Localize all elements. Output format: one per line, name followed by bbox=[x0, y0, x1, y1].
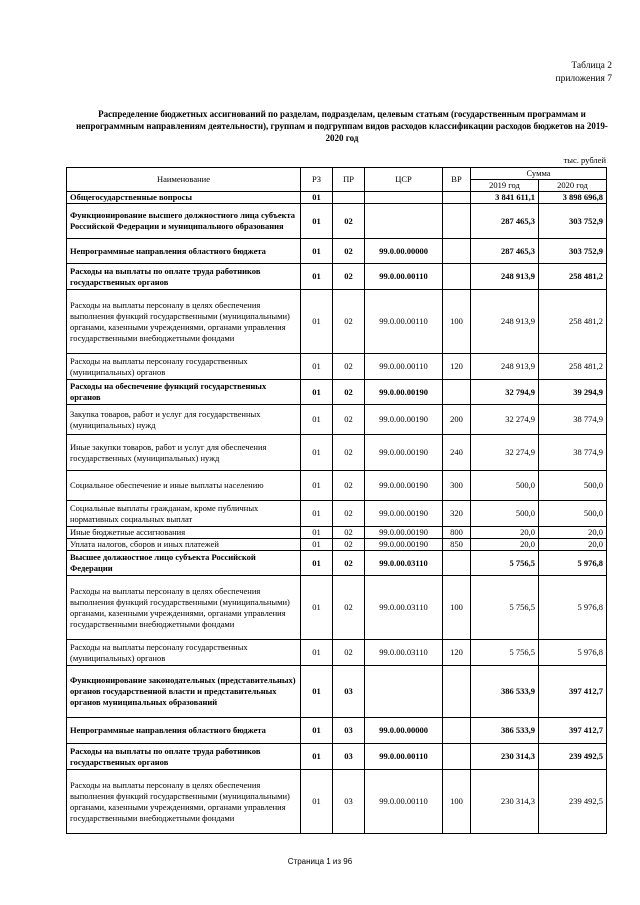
table-row bbox=[67, 264, 607, 290]
row-csr: 99.0.00.00190 bbox=[365, 380, 443, 405]
table-row bbox=[67, 718, 607, 744]
row-csr: 99.0.00.00190 bbox=[365, 501, 443, 527]
row-csr: 99.0.00.00000 bbox=[365, 718, 443, 744]
row-csr: 99.0.00.00000 bbox=[365, 239, 443, 264]
row-name: Иные бюджетные ассигнования bbox=[67, 527, 301, 539]
table-row bbox=[67, 239, 607, 264]
row-2020: 239 492,5 bbox=[539, 770, 607, 834]
row-csr: 99.0.00.00190 bbox=[365, 539, 443, 551]
row-2019: 3 841 611,1 bbox=[471, 192, 539, 204]
row-vr: 200 bbox=[443, 405, 471, 435]
row-2020: 3 898 696,8 bbox=[539, 192, 607, 204]
row-name: Закупка товаров, работ и услуг для государственных (муниципальных) нужд bbox=[67, 405, 301, 435]
row-vr: 120 bbox=[443, 640, 471, 666]
row-2020: 500,0 bbox=[539, 501, 607, 527]
row-rz: 01 bbox=[301, 718, 333, 744]
row-pr: 02 bbox=[333, 264, 365, 290]
row-rz: 01 bbox=[301, 380, 333, 405]
page-number: Страница 1 из 96 bbox=[287, 857, 353, 866]
row-vr bbox=[443, 551, 471, 576]
row-pr: 02 bbox=[333, 471, 365, 501]
table-reference bbox=[556, 60, 613, 86]
row-pr: 03 bbox=[333, 718, 365, 744]
row-2020: 303 752,9 bbox=[539, 204, 607, 239]
row-name: Функционирование высшего должностного лица субъекта Российской Федерации и муниципального образования bbox=[67, 204, 301, 239]
table-row bbox=[67, 405, 607, 435]
units-label: тыс. рублей bbox=[563, 155, 606, 165]
row-name: Уплата налогов, сборов и иных платежей bbox=[67, 539, 301, 551]
row-csr: 99.0.00.00190 bbox=[365, 405, 443, 435]
table-row bbox=[67, 744, 607, 770]
row-vr: 100 bbox=[443, 290, 471, 354]
row-csr: 99.0.00.00190 bbox=[365, 471, 443, 501]
row-vr bbox=[443, 239, 471, 264]
row-vr: 320 bbox=[443, 501, 471, 527]
row-rz: 01 bbox=[301, 576, 333, 640]
row-csr: 99.0.00.03110 bbox=[365, 576, 443, 640]
row-rz: 01 bbox=[301, 666, 333, 718]
row-rz: 01 bbox=[301, 527, 333, 539]
row-pr: 02 bbox=[333, 539, 365, 551]
appendix-number: приложения 7 bbox=[555, 74, 612, 84]
row-pr: 03 bbox=[333, 666, 365, 718]
row-rz: 01 bbox=[301, 539, 333, 551]
row-2020: 5 976,8 bbox=[539, 576, 607, 640]
row-csr: 99.0.00.00190 bbox=[365, 435, 443, 471]
row-rz: 01 bbox=[301, 204, 333, 239]
header-csr: ЦСР bbox=[365, 168, 443, 192]
row-vr bbox=[443, 380, 471, 405]
row-rz: 01 bbox=[301, 264, 333, 290]
row-csr: 99.0.00.00110 bbox=[365, 744, 443, 770]
row-csr bbox=[365, 192, 443, 204]
budget-table bbox=[66, 167, 607, 834]
row-name: Непрограммные направления областного бюджета bbox=[67, 718, 301, 744]
row-2019: 287 465,3 bbox=[471, 239, 539, 264]
row-rz: 01 bbox=[301, 239, 333, 264]
table-row bbox=[67, 770, 607, 834]
row-csr: 99.0.00.00110 bbox=[365, 264, 443, 290]
row-2019: 32 274,9 bbox=[471, 405, 539, 435]
row-name: Общегосударственные вопросы bbox=[67, 192, 301, 204]
row-vr bbox=[443, 666, 471, 718]
row-2020: 5 976,8 bbox=[539, 551, 607, 576]
row-vr: 100 bbox=[443, 576, 471, 640]
row-name: Расходы на выплаты персоналу в целях обеспечения выполнения функций государственными (муниципальными) органами, казенными учреждениями, органами управления государственными внебюджетными фондами bbox=[67, 576, 301, 640]
row-2020: 397 412,7 bbox=[539, 666, 607, 718]
table-row bbox=[67, 666, 607, 718]
row-2019: 230 314,3 bbox=[471, 744, 539, 770]
row-vr: 100 bbox=[443, 770, 471, 834]
row-vr bbox=[443, 264, 471, 290]
row-2020: 500,0 bbox=[539, 471, 607, 501]
row-csr: 99.0.00.00110 bbox=[365, 354, 443, 380]
table-row bbox=[67, 290, 607, 354]
row-vr: 300 bbox=[443, 471, 471, 501]
row-pr: 02 bbox=[333, 435, 365, 471]
row-2020: 38 774,9 bbox=[539, 405, 607, 435]
row-vr bbox=[443, 192, 471, 204]
table-row bbox=[67, 192, 607, 204]
row-rz: 01 bbox=[301, 192, 333, 204]
row-pr: 02 bbox=[333, 640, 365, 666]
row-2020: 239 492,5 bbox=[539, 744, 607, 770]
row-2020: 258 481,2 bbox=[539, 354, 607, 380]
row-2019: 230 314,3 bbox=[471, 770, 539, 834]
row-name: Расходы на выплаты по оплате труда работников государственных органов bbox=[67, 744, 301, 770]
row-pr: 03 bbox=[333, 744, 365, 770]
row-vr bbox=[443, 744, 471, 770]
row-csr: 99.0.00.00190 bbox=[365, 527, 443, 539]
row-rz: 01 bbox=[301, 551, 333, 576]
row-pr: 02 bbox=[333, 380, 365, 405]
row-name: Социальные выплаты гражданам, кроме публичных нормативных социальных выплат bbox=[67, 501, 301, 527]
row-rz: 01 bbox=[301, 770, 333, 834]
header-vr: ВР bbox=[443, 168, 471, 192]
row-2019: 20,0 bbox=[471, 539, 539, 551]
row-2019: 386 533,9 bbox=[471, 718, 539, 744]
header-pr: ПР bbox=[333, 168, 365, 192]
row-csr: 99.0.00.03110 bbox=[365, 551, 443, 576]
row-pr: 02 bbox=[333, 405, 365, 435]
header-rz: РЗ bbox=[301, 168, 333, 192]
row-pr: 03 bbox=[333, 770, 365, 834]
row-2019: 5 756,5 bbox=[471, 576, 539, 640]
row-vr bbox=[443, 204, 471, 239]
row-pr: 02 bbox=[333, 551, 365, 576]
row-2019: 248 913,9 bbox=[471, 290, 539, 354]
row-name: Расходы на обеспечение функций государственных органов bbox=[67, 380, 301, 405]
row-2019: 32 274,9 bbox=[471, 435, 539, 471]
table-row bbox=[67, 354, 607, 380]
row-csr: 99.0.00.03110 bbox=[365, 640, 443, 666]
row-2019: 5 756,5 bbox=[471, 551, 539, 576]
row-csr bbox=[365, 666, 443, 718]
table-row bbox=[67, 380, 607, 405]
table-row bbox=[67, 527, 607, 539]
row-rz: 01 bbox=[301, 290, 333, 354]
row-rz: 01 bbox=[301, 354, 333, 380]
row-vr: 850 bbox=[443, 539, 471, 551]
row-csr bbox=[365, 204, 443, 239]
row-pr: 02 bbox=[333, 501, 365, 527]
row-name: Иные закупки товаров, работ и услуг для обеспечения государственных (муниципальных) нужд bbox=[67, 435, 301, 471]
row-pr: 02 bbox=[333, 290, 365, 354]
row-2020: 397 412,7 bbox=[539, 718, 607, 744]
table-row bbox=[67, 501, 607, 527]
row-vr: 240 bbox=[443, 435, 471, 471]
row-name: Функционирование законодательных (представительных) органов государственной власти и представительных органов муниципальных образований bbox=[67, 666, 301, 718]
row-name: Расходы на выплаты персоналу государственных (муниципальных) органов bbox=[67, 640, 301, 666]
row-rz: 01 bbox=[301, 435, 333, 471]
table-row bbox=[67, 204, 607, 239]
row-2019: 32 794,9 bbox=[471, 380, 539, 405]
row-2019: 386 533,9 bbox=[471, 666, 539, 718]
row-name: Расходы на выплаты персоналу государственных (муниципальных) органов bbox=[67, 354, 301, 380]
row-pr: 02 bbox=[333, 354, 365, 380]
row-name: Расходы на выплаты персоналу в целях обеспечения выполнения функций государственными (муниципальными) органами, казенными учреждениями, органами управления государственными внебюджетными фондами bbox=[67, 770, 301, 834]
row-rz: 01 bbox=[301, 744, 333, 770]
row-2019: 5 756,5 bbox=[471, 640, 539, 666]
table-row bbox=[67, 576, 607, 640]
row-2019: 20,0 bbox=[471, 527, 539, 539]
row-vr: 120 bbox=[443, 354, 471, 380]
row-2020: 258 481,2 bbox=[539, 264, 607, 290]
row-2020: 38 774,9 bbox=[539, 435, 607, 471]
row-pr: 02 bbox=[333, 527, 365, 539]
header-sum: Сумма bbox=[471, 168, 607, 180]
row-name: Расходы на выплаты персоналу в целях обеспечения выполнения функций государственными (муниципальными) органами, казенными учреждениями, органами управления государственными внебюджетными фондами bbox=[67, 290, 301, 354]
row-2020: 258 481,2 bbox=[539, 290, 607, 354]
row-csr: 99.0.00.00110 bbox=[365, 770, 443, 834]
row-name: Социальное обеспечение и иные выплаты населению bbox=[67, 471, 301, 501]
table-row bbox=[67, 640, 607, 666]
row-rz: 01 bbox=[301, 501, 333, 527]
row-vr: 800 bbox=[443, 527, 471, 539]
row-name: Высшее должностное лицо субъекта Российской Федерации bbox=[67, 551, 301, 576]
header-2019: 2019 год bbox=[471, 180, 539, 192]
row-name: Непрограммные направления областного бюджета bbox=[67, 239, 301, 264]
table-row bbox=[67, 551, 607, 576]
document-title: Распределение бюджетных ассигнований по разделам, подразделам, целевым статьям (государственным программам и непрограммным направлениям деятельности), группам и подгруппам видов расходов классификации расходов бюджетов на 2019-2020 год bbox=[76, 109, 608, 143]
row-rz: 01 bbox=[301, 405, 333, 435]
row-2019: 248 913,9 bbox=[471, 354, 539, 380]
header-name: Наименование bbox=[67, 168, 301, 192]
row-2020: 20,0 bbox=[539, 539, 607, 551]
row-pr bbox=[333, 192, 365, 204]
row-pr: 02 bbox=[333, 239, 365, 264]
row-pr: 02 bbox=[333, 576, 365, 640]
table-row bbox=[67, 435, 607, 471]
table-row bbox=[67, 539, 607, 551]
row-2020: 20,0 bbox=[539, 527, 607, 539]
row-2020: 5 976,8 bbox=[539, 640, 607, 666]
row-pr: 02 bbox=[333, 204, 365, 239]
row-rz: 01 bbox=[301, 471, 333, 501]
header-2020: 2020 год bbox=[539, 180, 607, 192]
row-name: Расходы на выплаты по оплате труда работников государственных органов bbox=[67, 264, 301, 290]
row-2019: 500,0 bbox=[471, 501, 539, 527]
row-rz: 01 bbox=[301, 640, 333, 666]
row-vr bbox=[443, 718, 471, 744]
row-2020: 39 294,9 bbox=[539, 380, 607, 405]
table-number: Таблица 2 bbox=[571, 61, 612, 71]
row-2019: 287 465,3 bbox=[471, 204, 539, 239]
row-csr: 99.0.00.00110 bbox=[365, 290, 443, 354]
row-2020: 303 752,9 bbox=[539, 239, 607, 264]
table-row bbox=[67, 471, 607, 501]
row-2019: 248 913,9 bbox=[471, 264, 539, 290]
row-2019: 500,0 bbox=[471, 471, 539, 501]
